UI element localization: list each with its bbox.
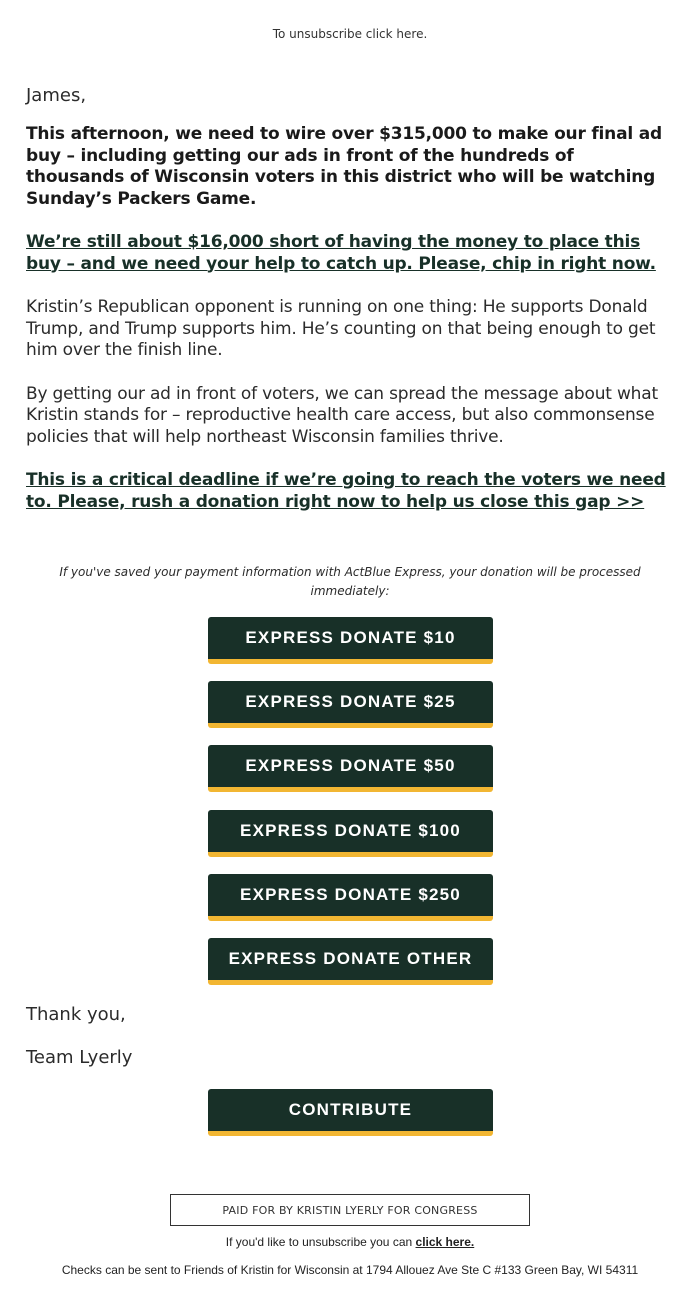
actblue-express-note: If you've saved your payment information with ActBlue Express, your donation will be processed immediately: (59, 565, 641, 598)
signoff-team: Team Lyerly (26, 1047, 133, 1068)
paid-for-disclaimer (170, 1194, 530, 1226)
paragraph-opponent: Kristin’s Republican opponent is running on one thing: He supports Donald Trump, and Trump supports him. He’s counting on that being enough to get him over the finish line. (26, 297, 656, 360)
contribute-button[interactable]: CONTRIBUTE (208, 1089, 493, 1136)
footer-unsubscribe-link[interactable]: click here. (415, 1235, 475, 1249)
express-donate-250-button[interactable]: EXPRESS DONATE $250 (208, 874, 493, 921)
paragraph-ad-buy: This afternoon, we need to wire over $315,000 to make our final ad buy – including getting our ads in front of the hundreds of thousands of Wisconsin voters in this district who will be watching Sunday’s Packers Game. (26, 124, 662, 209)
express-donate-other-button[interactable]: EXPRESS DONATE OTHER (208, 938, 493, 985)
express-donate-100-button[interactable]: EXPRESS DONATE $100 (208, 810, 493, 857)
mailing-address: Checks can be sent to Friends of Kristin for Wisconsin at 1794 Allouez Ave Ste C #133 Green Bay, WI 54311 (61, 1263, 639, 1277)
express-donate-10-button[interactable]: EXPRESS DONATE $10 (208, 617, 493, 664)
paid-for-text: PAID FOR BY KRISTIN LYERLY FOR CONGRESS (222, 1203, 478, 1217)
express-donate-50-button[interactable]: EXPRESS DONATE $50 (208, 745, 493, 792)
paragraph-ad-message: By getting our ad in front of voters, we can spread the message about what Kristin stands for – reproductive health care access, but also commonsense policies that will help northeast Wisconsin families thrive. (26, 383, 658, 447)
footer-unsubscribe-prefix: If you'd like to unsubscribe you can (225, 1235, 413, 1249)
signoff-thanks: Thank you, (26, 1004, 126, 1025)
chip-in-link[interactable]: We’re still about $16,000 short of having the money to place this buy – and we need your help to catch up. Please, chip in right now. (26, 232, 656, 274)
rush-donation-link[interactable]: This is a critical deadline if we’re going to reach the voters we need to. Please, rush a donation right now to help us close this gap >> (26, 470, 666, 512)
footer-unsubscribe (0, 1235, 700, 1249)
email-body (26, 84, 676, 535)
top-unsubscribe-link[interactable]: To unsubscribe click here. (272, 27, 428, 41)
greeting: James, (26, 85, 87, 106)
express-donate-25-button[interactable]: EXPRESS DONATE $25 (208, 681, 493, 728)
